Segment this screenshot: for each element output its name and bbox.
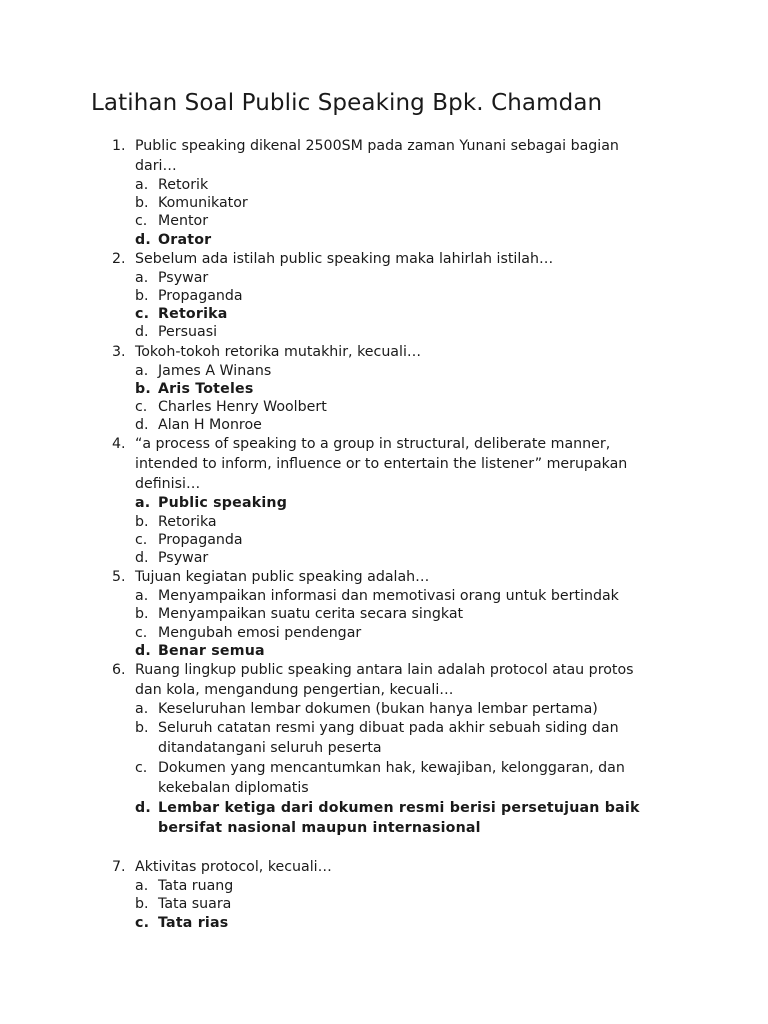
option-letter: a. [135, 177, 149, 193]
option-letter: b. [135, 896, 149, 913]
option-letter: a. [135, 495, 151, 512]
option-letter: c. [135, 624, 148, 641]
answer-option [135, 549, 658, 567]
option-text: Tata suara [158, 896, 232, 913]
answer-option [135, 362, 658, 380]
question-text: Tujuan kegiatan public speaking adalah… [135, 569, 430, 586]
answer-options [135, 877, 660, 932]
option-text: Tata ruang [158, 878, 234, 895]
correct-answer-option [135, 642, 658, 660]
option-letter: b. [135, 606, 149, 623]
answer-option [135, 176, 658, 194]
option-text: Menyampaikan informasi dan memotivasi orang untuk bertindak [158, 588, 619, 605]
option-letter: c. [135, 306, 150, 323]
question-item [0, 434, 660, 567]
option-letter: c. [135, 914, 150, 931]
option-text: Retorika [158, 306, 228, 323]
option-letter: d. [135, 800, 151, 817]
option-letter: c. [135, 760, 148, 777]
question-item [0, 567, 660, 660]
option-letter: c. [135, 213, 148, 230]
option-text: Orator [158, 231, 212, 248]
answer-option [135, 531, 658, 549]
question-number: 7. [112, 859, 126, 876]
question-number: 6. [112, 662, 126, 679]
answer-option [135, 758, 658, 798]
option-text: Psywar [158, 269, 209, 286]
correct-answer-option [135, 914, 658, 932]
option-letter: a. [135, 362, 149, 379]
question-text: Tokoh-tokoh retorika mutakhir, kecuali… [135, 343, 422, 360]
question-item [0, 660, 660, 838]
option-text: Retorika [158, 513, 217, 530]
answer-option [135, 398, 658, 416]
option-text: Tata rias [158, 914, 229, 931]
answer-option [135, 700, 658, 718]
question-text: “a process of speaking to a group in structural, deliberate manner, intended to inform, influence or to entertain the listener” merupakan definisi… [135, 436, 628, 493]
option-text: Propaganda [158, 531, 243, 548]
option-letter: d. [135, 231, 151, 248]
option-text: Propaganda [158, 288, 243, 305]
answer-option [135, 212, 658, 230]
correct-answer-option [135, 305, 658, 323]
option-letter: b. [135, 720, 149, 737]
answer-option [135, 323, 658, 341]
question-number: 1. [112, 138, 126, 154]
option-text: James A Winans [158, 362, 272, 379]
document-title: Latihan Soal Public Speaking Bpk. Chamdan [91, 90, 603, 116]
option-text: Public speaking [158, 495, 288, 512]
answer-option [135, 194, 658, 212]
answer-options [135, 269, 660, 342]
option-text: Benar semua [158, 642, 265, 659]
option-letter: a. [135, 588, 149, 605]
answer-option [135, 877, 658, 895]
answer-options [135, 176, 660, 249]
option-text: Aris Toteles [158, 380, 254, 397]
option-letter: d. [135, 550, 149, 567]
question-text: Public speaking dikenal 2500SM pada zaman Yunani sebagai bagian dari… [135, 138, 619, 174]
option-text: Persuasi [158, 324, 218, 341]
question-list [0, 136, 768, 932]
option-letter: b. [135, 288, 149, 305]
question-item [0, 136, 660, 249]
answer-option [135, 513, 658, 531]
option-text: Komunikator [158, 195, 248, 212]
question-number: 4. [112, 436, 126, 453]
correct-answer-option [135, 380, 658, 398]
question-text: Ruang lingkup public speaking antara lain adalah protocol atau protos dan kola, mengandung pengertian, kecuali… [135, 662, 634, 699]
option-letter: d. [135, 417, 149, 434]
option-text: Mengubah emosi pendengar [158, 624, 362, 641]
option-text: Keseluruhan lembar dokumen (bukan hanya lembar pertama) [158, 701, 598, 718]
question-item [0, 342, 660, 435]
option-letter: c. [135, 531, 148, 548]
option-text: Alan H Monroe [158, 417, 262, 434]
correct-answer-option [135, 798, 658, 838]
answer-option [135, 895, 658, 913]
question-text: Sebelum ada istilah public speaking maka lahirlah istilah… [135, 250, 554, 267]
answer-option [135, 416, 658, 434]
option-letter: a. [135, 701, 149, 718]
question-number: 5. [112, 569, 126, 586]
option-text: Lembar ketiga dari dokumen resmi berisi persetujuan baik bersifat nasional maupun internasional [158, 800, 640, 837]
answer-option [135, 587, 658, 605]
answer-option [135, 269, 658, 287]
option-letter: d. [135, 642, 151, 659]
option-text: Charles Henry Woolbert [158, 399, 327, 416]
option-letter: c. [135, 399, 148, 416]
correct-answer-option [135, 494, 658, 512]
answer-options [135, 700, 660, 838]
option-letter: d. [135, 324, 149, 341]
question-number: 2. [112, 250, 126, 267]
option-text: Psywar [158, 550, 209, 567]
answer-options [135, 494, 660, 567]
answer-option [135, 718, 658, 758]
question-text: Aktivitas protocol, kecuali… [135, 859, 332, 876]
answer-option [135, 624, 658, 642]
option-letter: a. [135, 269, 149, 286]
answer-option [135, 605, 658, 623]
option-text: Mentor [158, 213, 209, 230]
question-number: 3. [112, 343, 126, 360]
option-letter: b. [135, 380, 151, 397]
option-text: Dokumen yang mencantumkan hak, kewajiban, kelonggaran, dan kekebalan diplomatis [158, 760, 625, 797]
answer-options [135, 587, 660, 660]
question-item [0, 249, 660, 342]
option-letter: b. [135, 513, 149, 530]
option-text: Menyampaikan suatu cerita secara singkat [158, 606, 464, 623]
correct-answer-option [135, 231, 658, 249]
option-letter: a. [135, 878, 149, 895]
option-text: Seluruh catatan resmi yang dibuat pada akhir sebuah siding dan ditandatangani seluruh peserta [158, 720, 619, 757]
option-text: Retorik [158, 177, 209, 193]
answer-options [135, 362, 660, 435]
option-letter: b. [135, 195, 149, 212]
answer-option [135, 287, 658, 305]
question-item [0, 857, 660, 932]
